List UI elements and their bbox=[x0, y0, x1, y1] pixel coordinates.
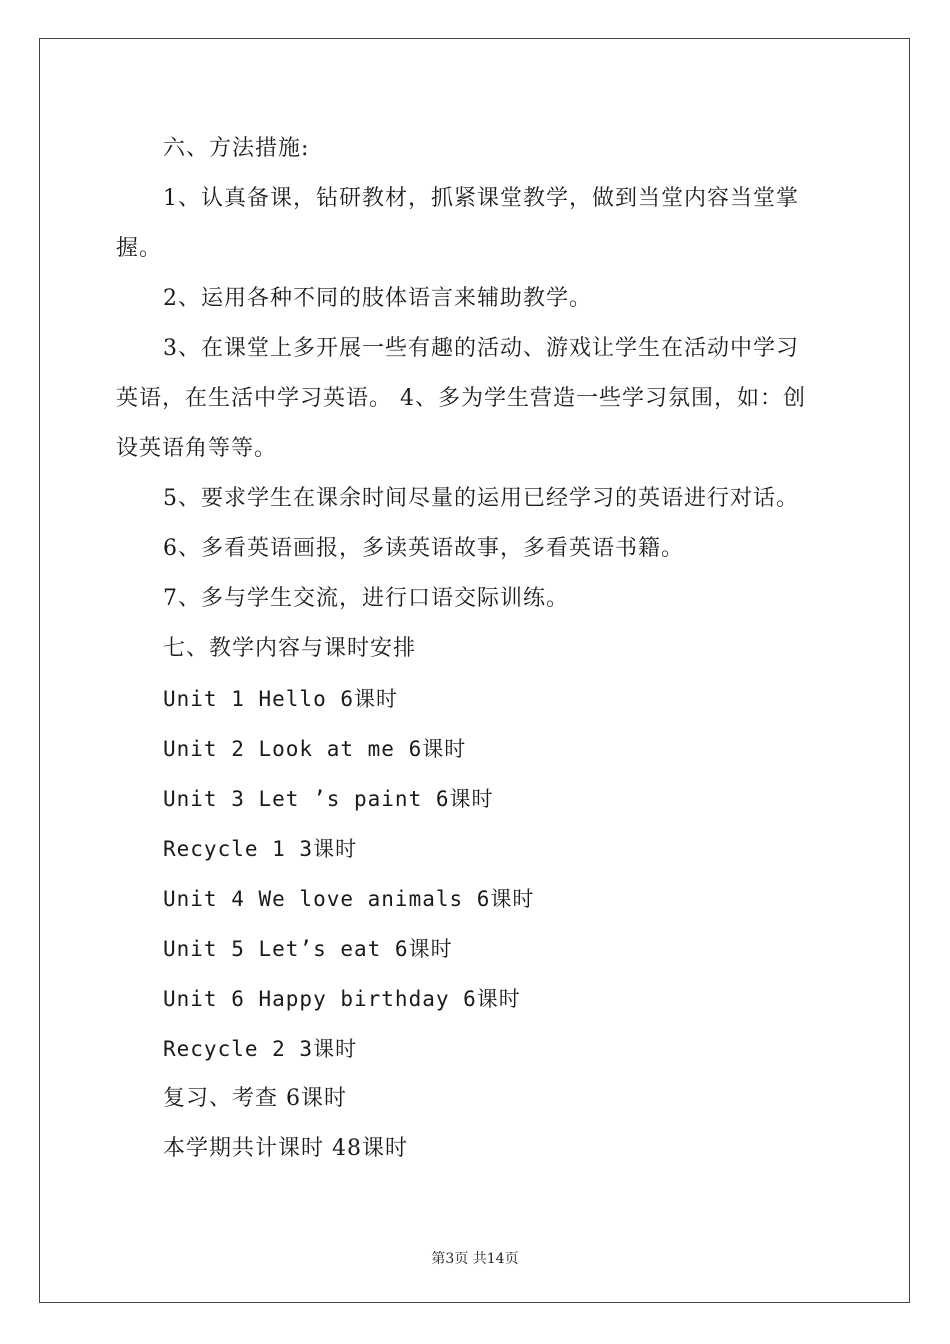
paragraph-line: 5、要求学生在课余时间尽量的运用已经学习的英语进行对话。 bbox=[163, 486, 799, 511]
paragraph-line: 英语，在生活中学习英语。 4、多为学生营造一些学习氛围，如：创 bbox=[116, 386, 806, 411]
section-heading-methods: 六、方法措施: bbox=[163, 136, 310, 161]
schedule-item: Unit 1 Hello 6课时 bbox=[163, 687, 399, 711]
schedule-item: Unit 6 Happy birthday 6课时 bbox=[163, 987, 521, 1011]
schedule-item: 复习、考查 6课时 bbox=[163, 1086, 347, 1111]
section-heading-schedule: 七、教学内容与课时安排 bbox=[163, 636, 417, 661]
schedule-item: Unit 5 Let’s eat 6课时 bbox=[163, 937, 453, 961]
paragraph-line: 3、在课堂上多开展一些有趣的活动、游戏让学生在活动中学习 bbox=[163, 336, 799, 361]
paragraph-line: 1、认真备课，钻研教材，抓紧课堂教学，做到当堂内容当堂掌 bbox=[163, 186, 799, 211]
schedule-item: Unit 2 Look at me 6课时 bbox=[163, 737, 467, 761]
paragraph-line: 握。 bbox=[116, 236, 163, 261]
schedule-total: 本学期共计课时 48课时 bbox=[163, 1136, 408, 1161]
page-number-footer: 第3页 共14页 bbox=[431, 1251, 519, 1267]
paragraph-line: 设英语角等等。 bbox=[116, 436, 278, 461]
schedule-item: Unit 3 Let ’s paint 6课时 bbox=[163, 787, 494, 811]
schedule-item: Recycle 2 3课时 bbox=[163, 1037, 358, 1061]
schedule-item: Unit 4 We love animals 6课时 bbox=[163, 887, 535, 911]
paragraph-line: 2、运用各种不同的肢体语言来辅助教学。 bbox=[163, 286, 592, 311]
paragraph-line: 6、多看英语画报，多读英语故事，多看英语书籍。 bbox=[163, 536, 684, 561]
document-body bbox=[116, 124, 836, 1174]
schedule-item: Recycle 1 3课时 bbox=[163, 837, 358, 861]
paragraph-line: 7、多与学生交流，进行口语交际训练。 bbox=[163, 586, 569, 611]
